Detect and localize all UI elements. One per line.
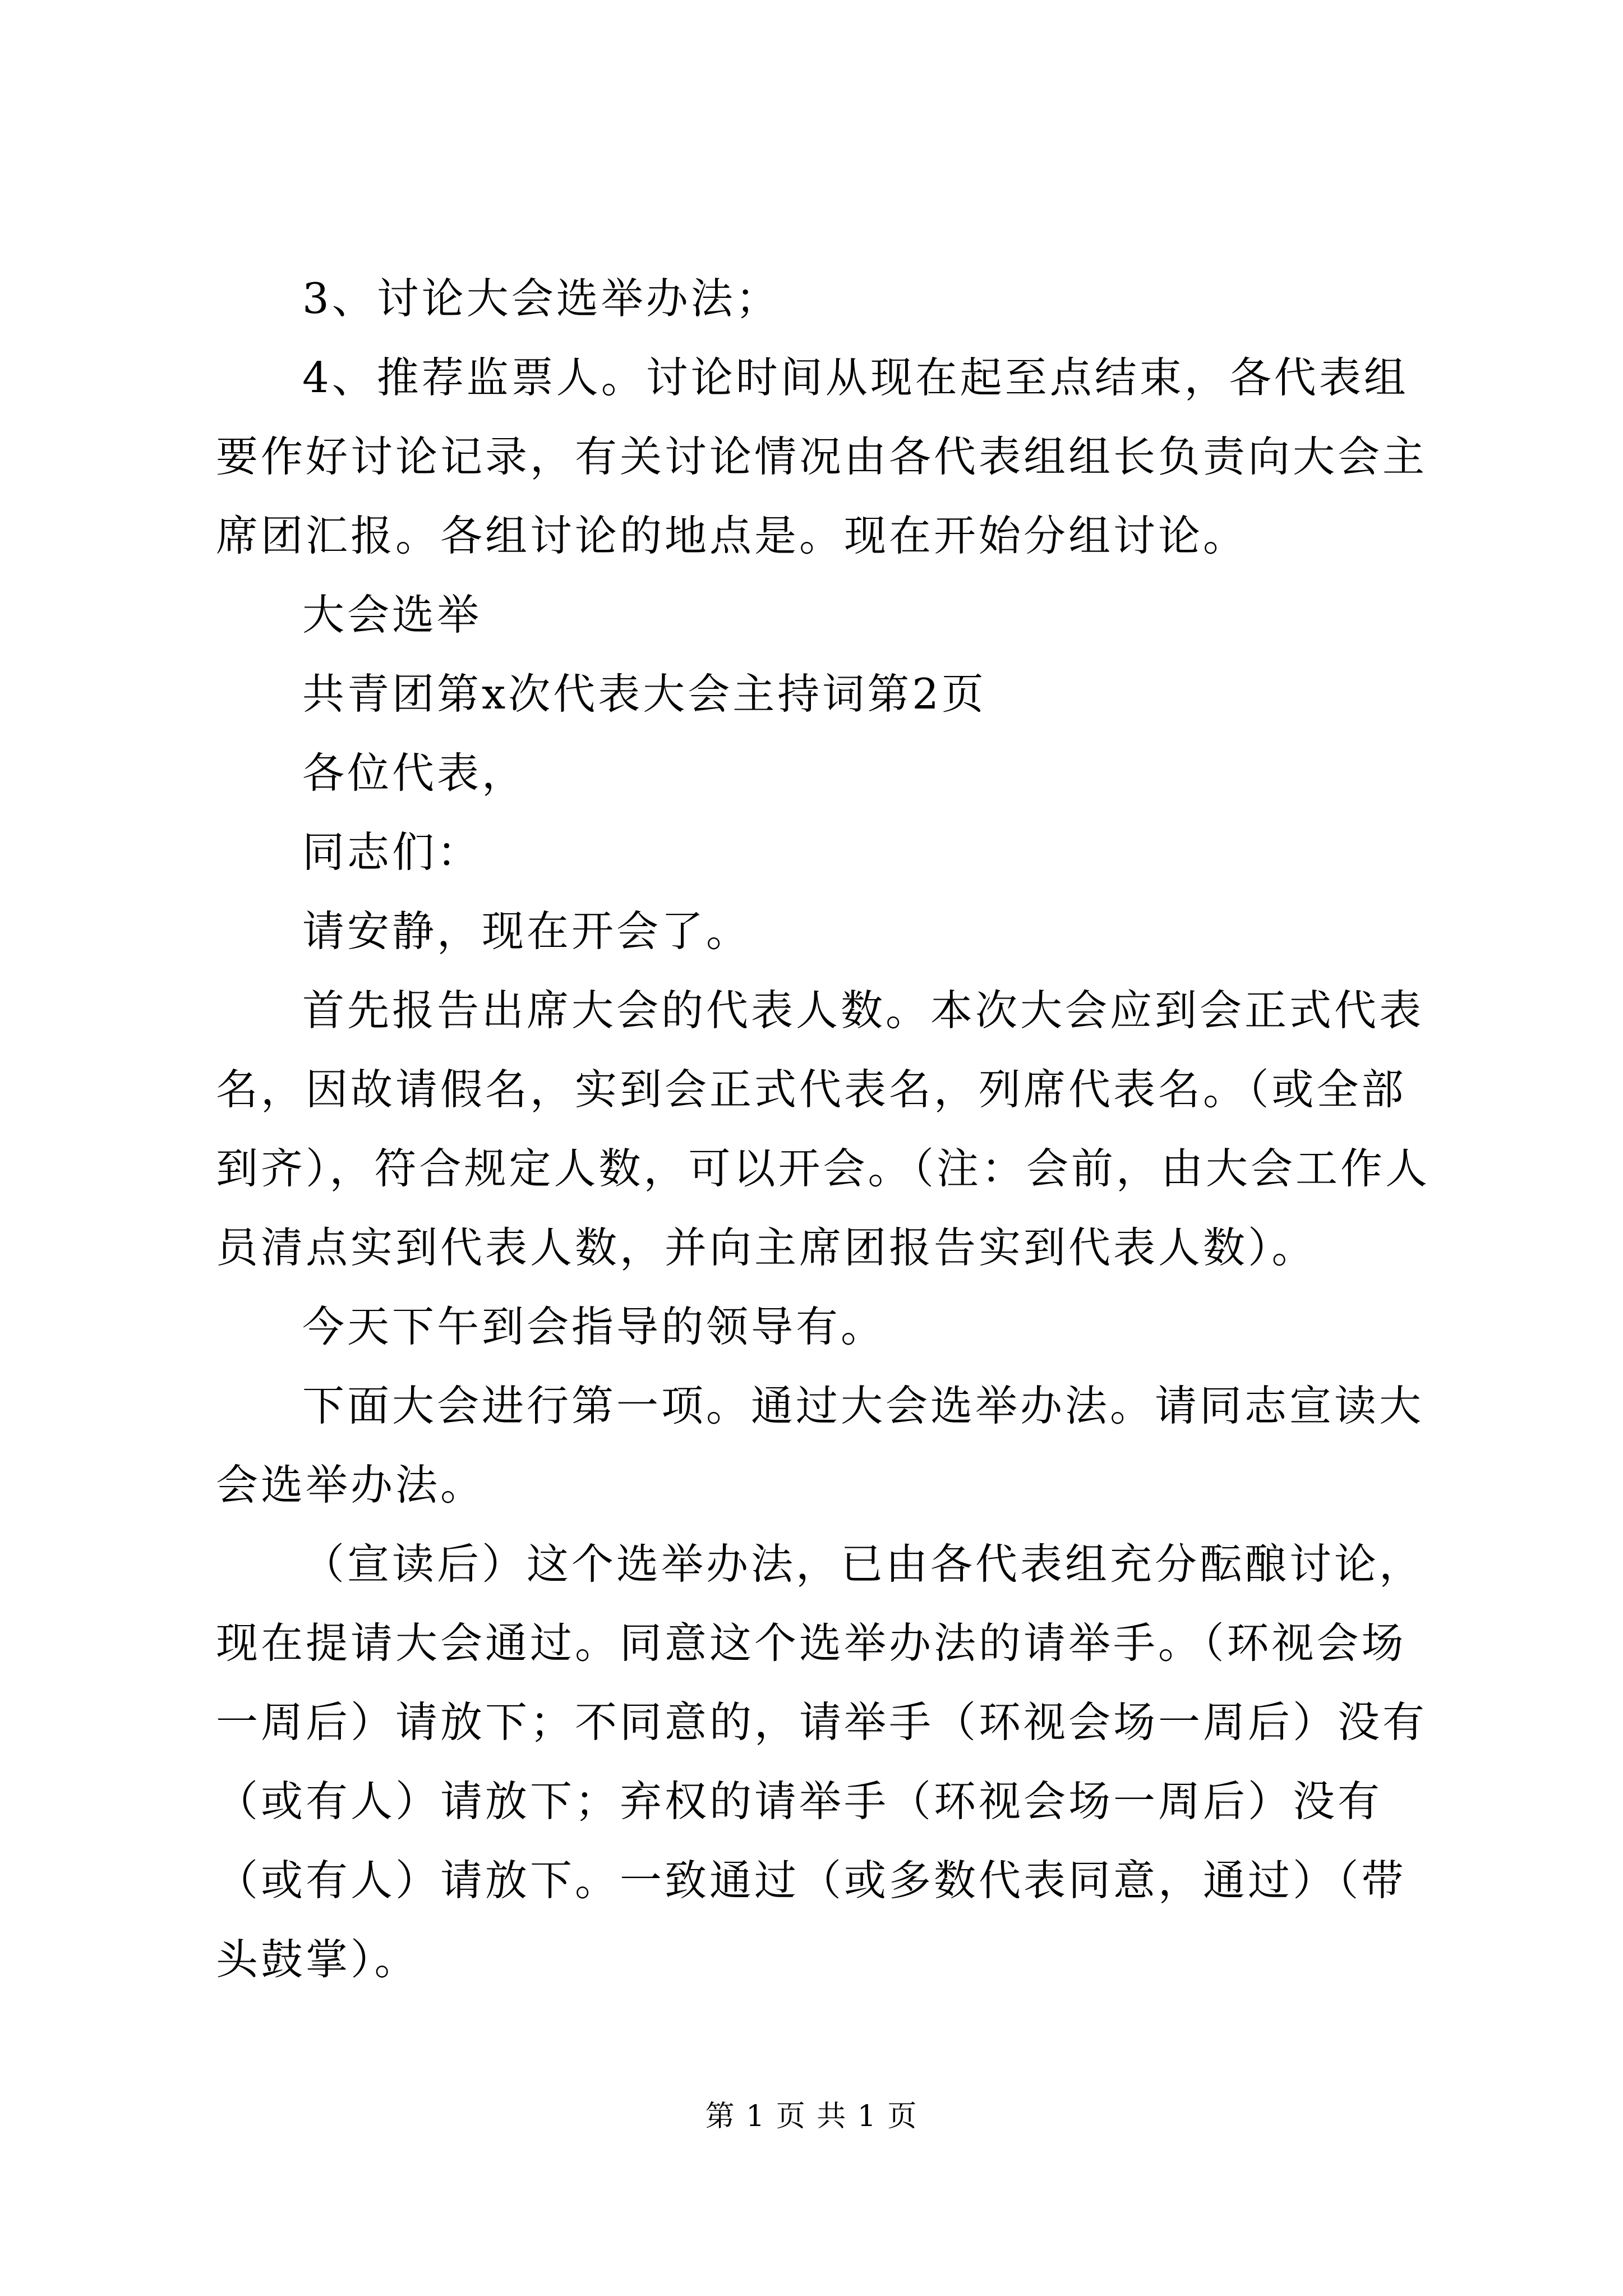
page-footer: 第 1 页 共 1 页 xyxy=(705,2100,918,2133)
paragraph-item-4: 4、推荐监票人。讨论时间从现在起至点结束，各代表组要作好讨论记录，有关讨论情况由各代表组组长负责向大会主席团汇报。各组讨论的地点是。现在开始分组讨论。 xyxy=(216,353,1428,560)
paragraph-item-3: 3、讨论大会选举办法； xyxy=(302,274,781,323)
salutation-comrades: 同志们： xyxy=(302,827,482,877)
page-reference-line: 共青团第x次代表大会主持词第2页 xyxy=(302,669,987,719)
section-heading-election: 大会选举 xyxy=(302,590,482,639)
agenda-item-one-paragraph: 下面大会进行第一项。通过大会选举办法。请同志宣读大会选举办法。 xyxy=(216,1381,1424,1510)
salutation-delegates: 各位代表， xyxy=(302,748,527,798)
attendance-report-paragraph: 首先报告出席大会的代表人数。本次大会应到会正式代表名，因故请假名，实到会正式代表名，列席代表名。（或全部到齐），符合规定人数，可以开会。（注：会前，由大会工作人员清点实到代表人数，并向主席团报告实到代表人数）。 xyxy=(216,986,1431,1272)
leaders-present-paragraph: 今天下午到会指导的领导有。 xyxy=(302,1302,886,1351)
opening-line: 请安静，现在开会了。 xyxy=(302,907,751,956)
voting-procedure-paragraph: （宣读后）这个选举办法，已由各代表组充分酝酿讨论，现在提请大会通过。同意这个选举办法的请举手。（环视会场一周后）请放下；不同意的，请举手（环视会场一周后）没有（或有人）请放下；弃权的请举手（环视会场一周后）没有（或有人）请放下。一致通过（或多数代表同意，通过）（带头鼓掌）。 xyxy=(216,1539,1428,1984)
document-body xyxy=(216,259,1433,1999)
